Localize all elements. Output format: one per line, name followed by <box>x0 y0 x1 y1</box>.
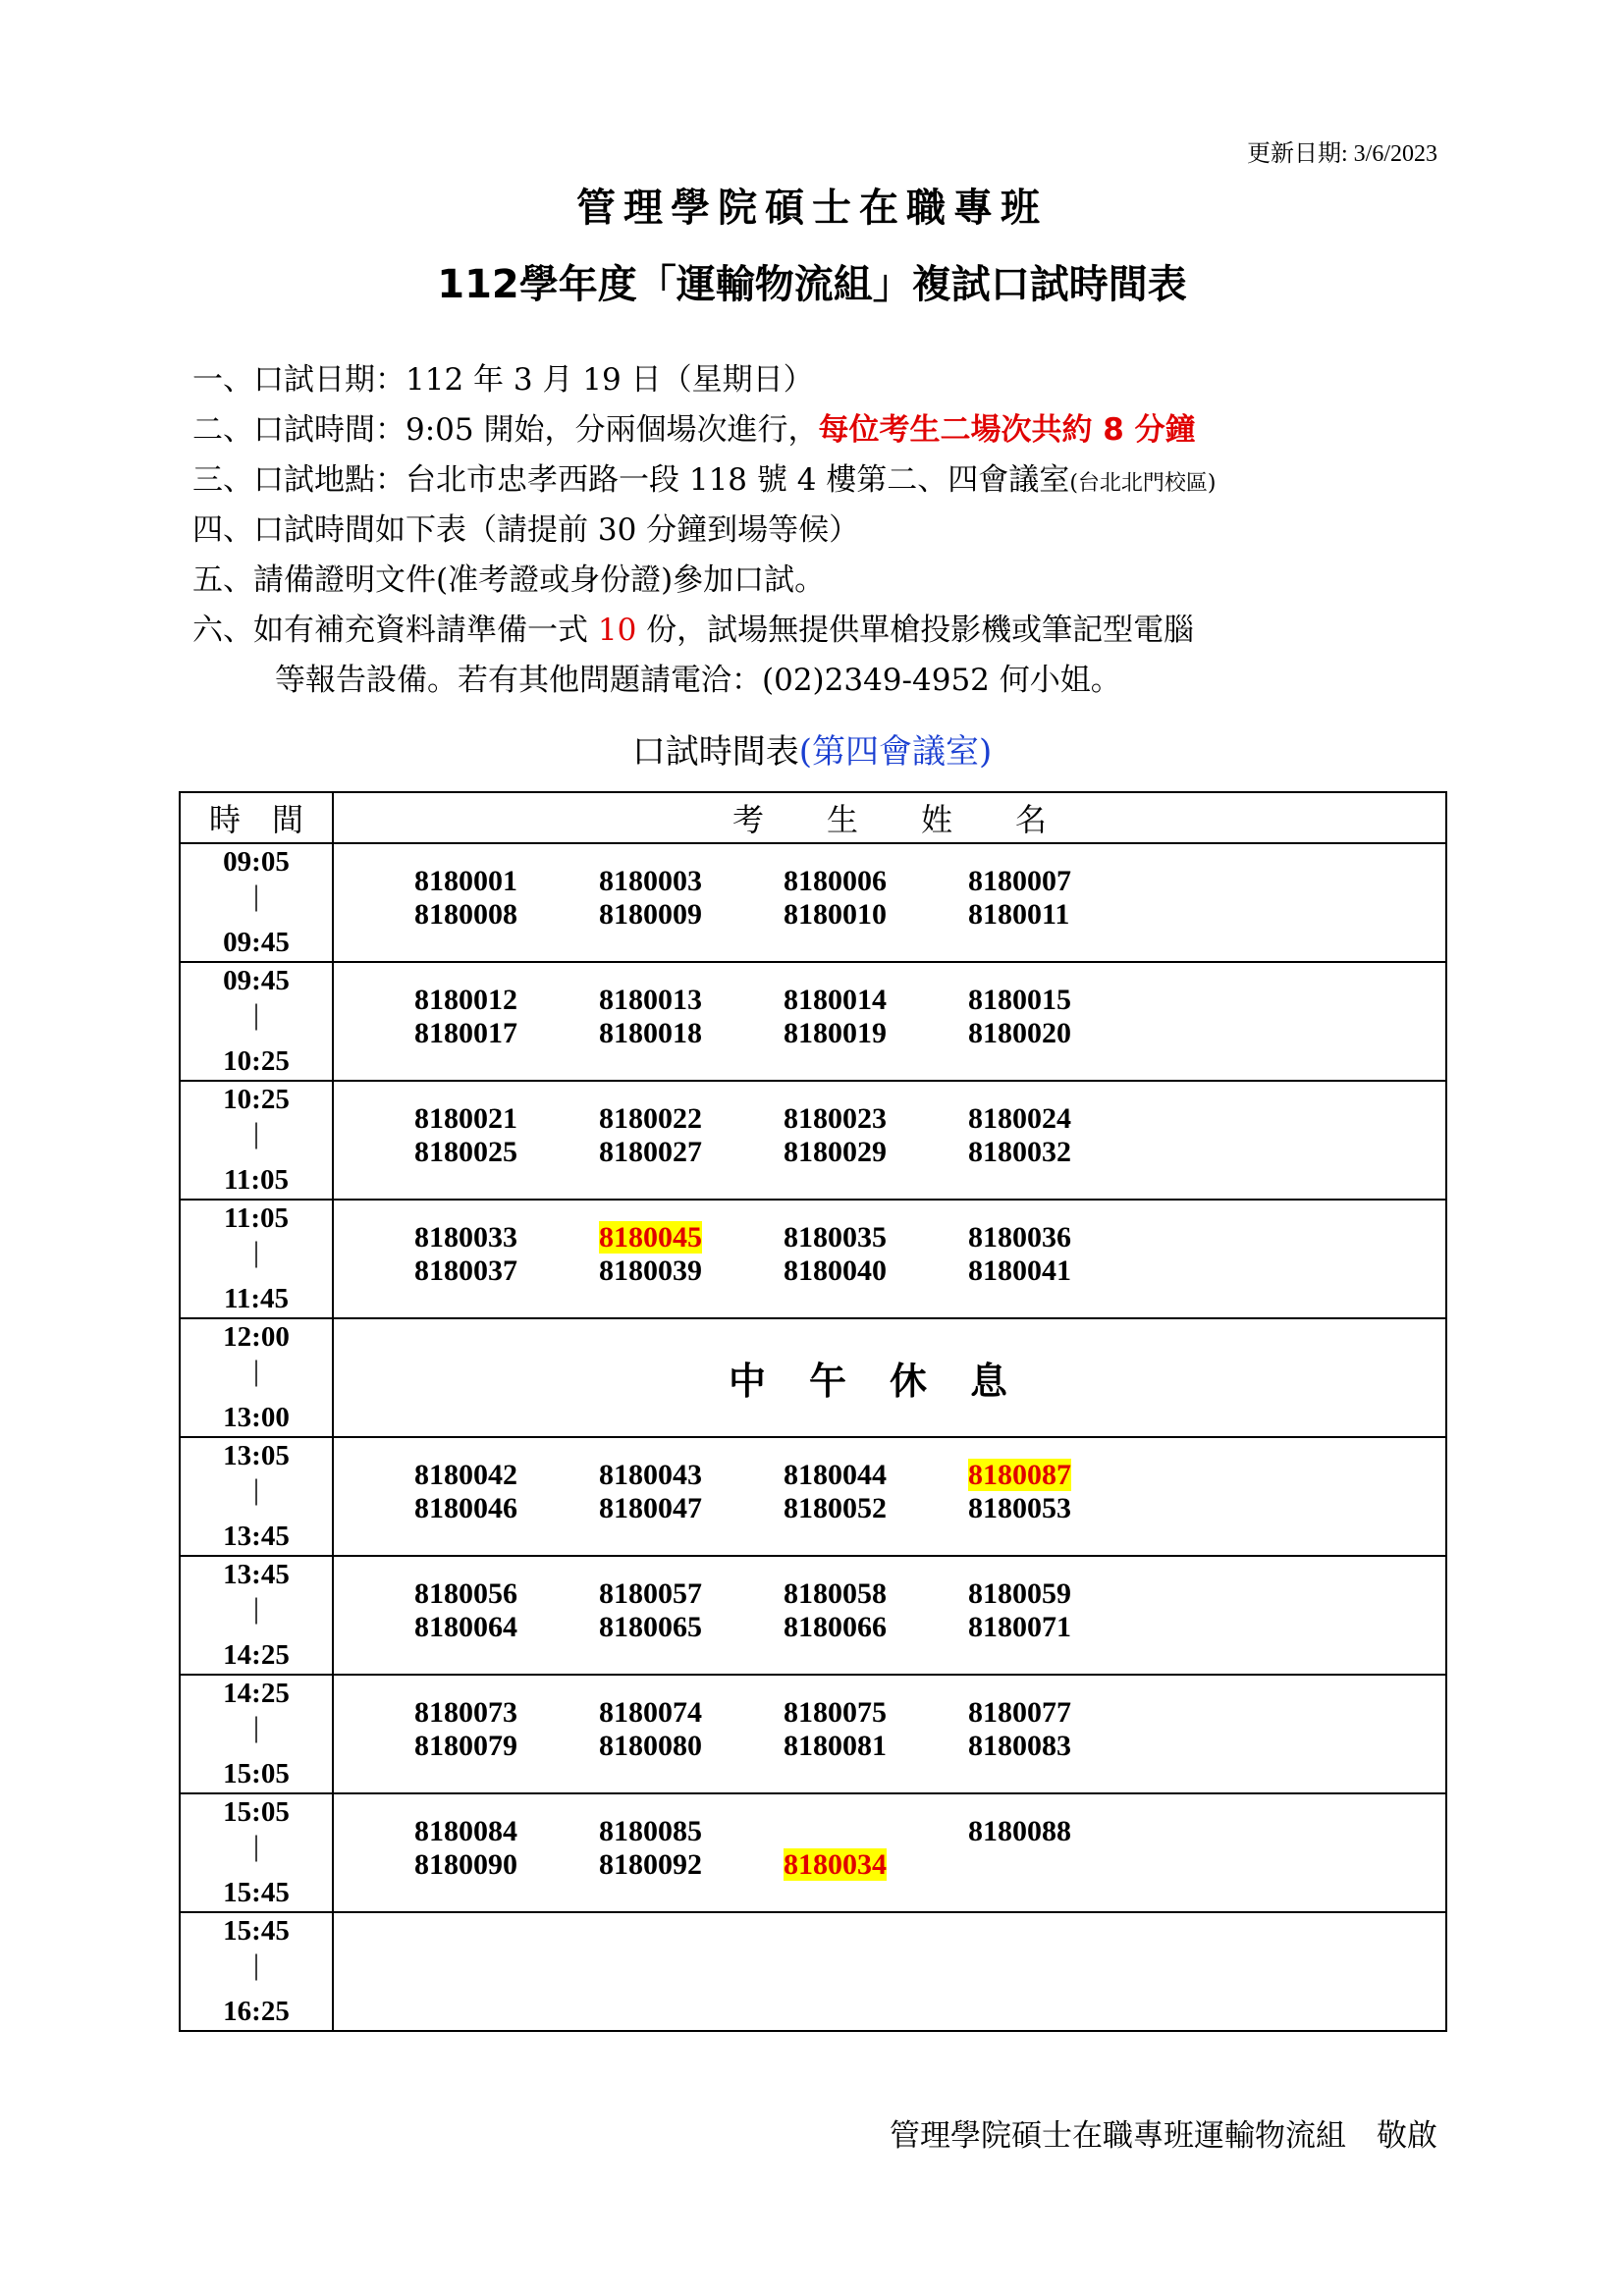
candidate-id: 8180013 <box>599 984 702 1016</box>
time-slot <box>180 1437 333 1556</box>
time-slot <box>180 1081 333 1200</box>
candidate-id: 8180039 <box>599 1255 702 1287</box>
notice-schedule: 四、口試時間如下表（請提前 30 分鐘到場等候） <box>192 512 860 548</box>
candidate-id: 8180085 <box>599 1815 702 1847</box>
time-end: 13:00 <box>223 1402 290 1433</box>
candidate-id: 8180032 <box>968 1136 1071 1168</box>
time-end: 11:05 <box>223 1164 290 1196</box>
time-end: 16:25 <box>223 1996 290 2027</box>
candidate-id <box>968 1458 1145 1493</box>
candidate-id: 8180006 <box>784 865 887 897</box>
candidate-id: 8180042 <box>414 1459 517 1491</box>
schedule-row <box>180 1912 1446 2031</box>
time-start: 13:05 <box>223 1440 290 1471</box>
candidate-ids <box>333 843 1446 962</box>
candidate-id: 8180040 <box>784 1255 887 1287</box>
time-end: 09:45 <box>223 927 290 958</box>
candidate-id: 8180059 <box>968 1577 1071 1610</box>
lunch-break <box>333 1318 1446 1437</box>
candidate-id: 8180088 <box>968 1815 1071 1847</box>
candidate-id <box>599 1220 776 1255</box>
highlighted-candidate-id: 8180087 <box>968 1459 1071 1491</box>
candidate-id: 8180015 <box>968 984 1071 1016</box>
candidate-id: 8180090 <box>414 1848 517 1881</box>
candidate-id: 8180052 <box>784 1492 887 1524</box>
time-slot <box>180 1675 333 1793</box>
candidate-id: 8180044 <box>784 1459 887 1491</box>
candidate-id: 8180065 <box>599 1611 702 1643</box>
candidate-ids <box>333 1675 1446 1793</box>
candidate-grid <box>334 1201 1445 1317</box>
time-start: 15:45 <box>223 1915 290 1947</box>
table-title <box>0 724 1624 773</box>
time-slot <box>180 1912 333 2031</box>
time-end: 15:45 <box>223 1877 290 1908</box>
candidate-id: 8180025 <box>414 1136 517 1168</box>
schedule-row <box>180 1556 1446 1675</box>
time-separator: | <box>252 998 259 1031</box>
candidate-grid <box>334 1794 1445 1911</box>
candidate-id: 8180047 <box>599 1492 702 1524</box>
time-start: 14:25 <box>223 1678 290 1709</box>
time-start: 13:45 <box>223 1559 290 1590</box>
time-separator: | <box>252 1117 259 1149</box>
candidate-id: 8180066 <box>784 1611 887 1643</box>
candidate-id: 8180035 <box>784 1221 887 1254</box>
document-title: 管理學院碩士在職專班 <box>576 186 1048 231</box>
signoff: 管理學院碩士在職專班運輸物流組 敬啟 <box>890 2118 1437 2154</box>
time-start: 09:45 <box>223 965 290 996</box>
candidate-id: 8180009 <box>599 898 702 931</box>
candidate-ids <box>333 1081 1446 1200</box>
candidate-id: 8180018 <box>599 1017 702 1049</box>
candidate-grid <box>334 1676 1445 1792</box>
candidate-id: 8180008 <box>414 898 517 931</box>
time-end: 14:25 <box>223 1639 290 1671</box>
candidate-id: 8180033 <box>414 1221 517 1254</box>
candidate-ids <box>333 962 1446 1081</box>
highlighted-candidate-id: 8180034 <box>784 1848 887 1881</box>
candidate-id: 8180053 <box>968 1492 1071 1524</box>
header-time: 時 間 <box>180 792 333 843</box>
candidate-id: 8180017 <box>414 1017 517 1049</box>
time-separator: | <box>252 1355 259 1387</box>
candidate-id: 8180041 <box>968 1255 1071 1287</box>
candidate-id: 8180046 <box>414 1492 517 1524</box>
candidate-grid <box>334 1082 1445 1199</box>
time-separator: | <box>252 1949 259 1981</box>
time-slot <box>180 962 333 1081</box>
schedule-body <box>180 843 1446 2031</box>
schedule-row <box>180 843 1446 962</box>
time-end: 10:25 <box>223 1045 290 1077</box>
time-start: 11:05 <box>223 1202 290 1234</box>
schedule-row <box>180 1081 1446 1200</box>
time-start: 15:05 <box>223 1796 290 1828</box>
notice-date: 一、口試日期：112 年 3 月 19 日（星期日） <box>192 362 814 398</box>
time-end: 13:45 <box>223 1521 290 1552</box>
time-slot <box>180 1556 333 1675</box>
header-names: 考 生 姓 名 <box>333 792 1446 843</box>
notice-documents: 五、請備證明文件(准考證或身份證)參加口試。 <box>192 562 826 598</box>
table-title-room: (第四會議室) <box>798 732 993 772</box>
time-separator: | <box>252 880 259 912</box>
candidate-id: 8180064 <box>414 1611 517 1643</box>
updated-date: 更新日期: 3/6/2023 <box>1246 141 1437 167</box>
time-start: 09:05 <box>223 846 290 878</box>
candidate-id: 8180092 <box>599 1848 702 1881</box>
candidate-id: 8180075 <box>784 1696 887 1729</box>
candidate-id: 8180029 <box>784 1136 887 1168</box>
lunch-label: 中午休息 <box>728 1360 1051 1403</box>
candidate-grid <box>334 1557 1445 1674</box>
candidate-id: 8180058 <box>784 1577 887 1610</box>
candidate-id: 8180080 <box>599 1730 702 1762</box>
candidate-id: 8180036 <box>968 1221 1071 1254</box>
candidate-id: 8180020 <box>968 1017 1071 1049</box>
time-start: 10:25 <box>223 1084 290 1115</box>
candidate-id <box>784 1847 960 1883</box>
time-end: 11:45 <box>223 1283 290 1314</box>
candidate-grid <box>334 1438 1445 1555</box>
candidate-id: 8180037 <box>414 1255 517 1287</box>
time-separator: | <box>252 1473 259 1506</box>
candidate-id: 8180021 <box>414 1102 517 1135</box>
candidate-id: 8180073 <box>414 1696 517 1729</box>
notice-place <box>192 455 1459 506</box>
notice-time-text: 二、口試時間：9:05 開始，分兩個場次進行， <box>192 412 819 448</box>
time-separator: | <box>252 1830 259 1862</box>
schedule-row <box>180 1200 1446 1318</box>
time-slot <box>180 1318 333 1437</box>
schedule-row <box>180 1675 1446 1793</box>
highlighted-candidate-id: 8180045 <box>599 1221 702 1254</box>
candidate-id: 8180014 <box>784 984 887 1016</box>
candidate-id: 8180003 <box>599 865 702 897</box>
candidate-id: 8180019 <box>784 1017 887 1049</box>
candidate-id: 8180027 <box>599 1136 702 1168</box>
candidate-id: 8180024 <box>968 1102 1071 1135</box>
notice-list <box>192 355 1459 706</box>
candidate-id: 8180057 <box>599 1577 702 1610</box>
time-slot <box>180 1793 333 1912</box>
notice-supplement-line2: 等報告設備。若有其他問題請電洽：(02)2349-4952 何小姐。 <box>275 663 1121 698</box>
notice-place-text: 三、口試地點：台北市忠孝西路一段 118 號 4 樓第二、四會議室 <box>192 462 1070 498</box>
table-header-row <box>180 792 1446 843</box>
time-end: 15:05 <box>223 1758 290 1789</box>
candidate-id: 8180012 <box>414 984 517 1016</box>
document-subtitle: 112學年度「運輸物流組」複試口試時間表 <box>437 262 1187 307</box>
candidate-id: 8180010 <box>784 898 887 931</box>
candidate-id: 8180056 <box>414 1577 517 1610</box>
schedule-row <box>180 962 1446 1081</box>
candidate-id: 8180081 <box>784 1730 887 1762</box>
table-title-text: 口試時間表 <box>631 732 799 772</box>
candidate-id: 8180001 <box>414 865 517 897</box>
time-separator: | <box>252 1236 259 1268</box>
candidate-ids <box>333 1437 1446 1556</box>
notice-supplement <box>192 606 1459 656</box>
schedule-table <box>179 791 1447 2032</box>
candidate-id: 8180007 <box>968 865 1071 897</box>
candidate-id: 8180074 <box>599 1696 702 1729</box>
candidate-ids <box>333 1793 1446 1912</box>
notice-supplement-count: 10 <box>597 613 637 648</box>
time-start: 12:00 <box>223 1321 290 1353</box>
notice-supplement-text-2: 份，試場無提供單槍投影機或筆記型電腦 <box>636 613 1195 648</box>
candidate-id: 8180083 <box>968 1730 1071 1762</box>
candidate-grid <box>334 1913 1445 2030</box>
notice-time-emphasis: 每位考生二場次共約 8 分鐘 <box>818 412 1196 448</box>
candidate-id: 8180079 <box>414 1730 517 1762</box>
schedule-row <box>180 1437 1446 1556</box>
time-separator: | <box>252 1711 259 1743</box>
notice-supplement-text: 六、如有補充資料請準備一式 <box>192 613 598 648</box>
time-slot <box>180 843 333 962</box>
candidate-id: 8180022 <box>599 1102 702 1135</box>
time-slot <box>180 1200 333 1318</box>
candidate-id: 8180043 <box>599 1459 702 1491</box>
notice-place-campus: (台北北門校區) <box>1069 471 1217 496</box>
candidate-ids <box>333 1556 1446 1675</box>
candidate-id: 8180084 <box>414 1815 517 1847</box>
candidate-ids <box>333 1912 1446 2031</box>
candidate-id: 8180071 <box>968 1611 1071 1643</box>
candidate-id: 8180023 <box>784 1102 887 1135</box>
notice-time <box>192 405 1459 455</box>
candidate-id: 8180077 <box>968 1696 1071 1729</box>
candidate-id: 8180011 <box>968 898 1070 931</box>
candidate-grid <box>334 963 1445 1080</box>
candidate-ids <box>333 1200 1446 1318</box>
candidate-grid <box>334 844 1445 961</box>
time-separator: | <box>252 1592 259 1625</box>
schedule-row <box>180 1793 1446 1912</box>
schedule-row <box>180 1318 1446 1437</box>
